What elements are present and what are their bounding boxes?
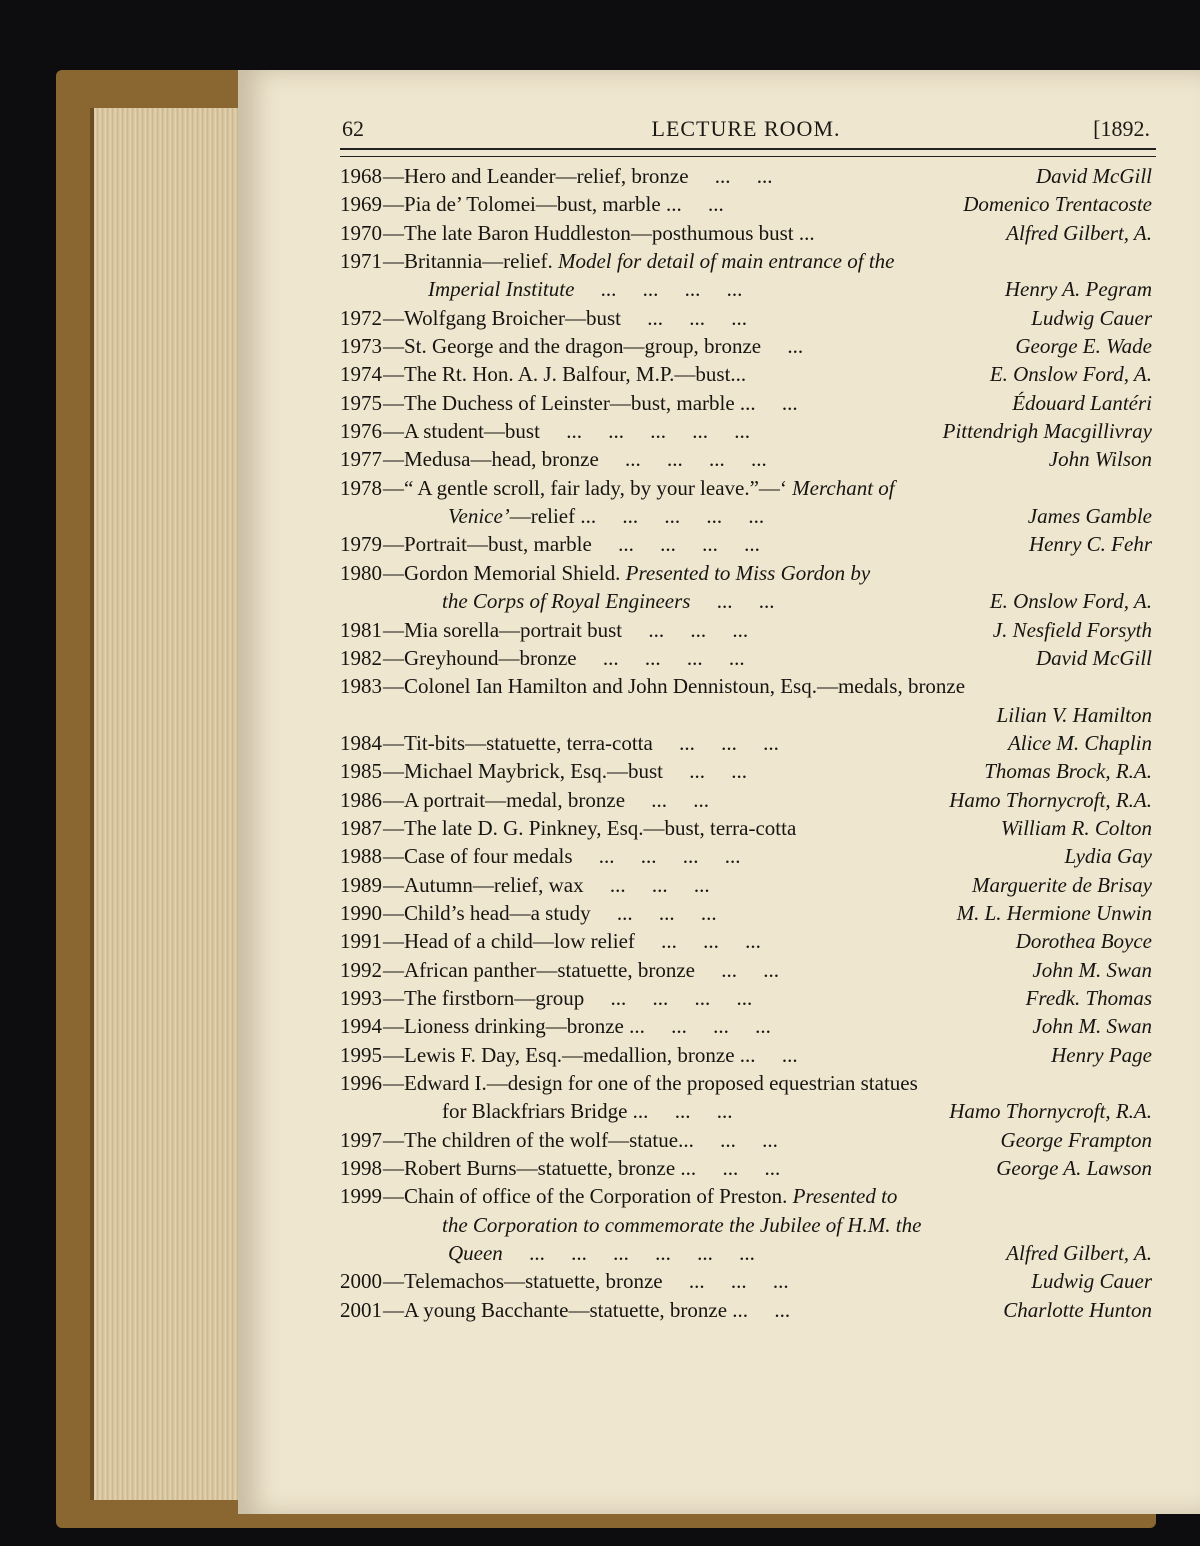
catalogue-line: [340, 814, 1152, 842]
catalogue-line: [340, 1012, 1152, 1040]
artist-name: Alfred Gilbert, A.: [1006, 1241, 1152, 1266]
entry-title: —Lewis F. Day, Esq.—medallion, bronze ...: [383, 1042, 756, 1067]
entry-number: 1971: [340, 249, 382, 274]
entry-description: [340, 814, 796, 842]
entry-title: —Medusa—head, bronze: [383, 447, 599, 472]
artist-name: David McGill: [1035, 645, 1152, 670]
entry-title: —Colonel Ian Hamilton and John Dennistoun, Esq.—medals, bronze: [383, 674, 966, 699]
leader-dots: ...: [748, 1297, 791, 1322]
entry-description: [442, 1211, 921, 1239]
entry-italic-text: Venice’: [448, 504, 510, 529]
catalogue-line: [340, 1239, 1152, 1267]
catalogue-line: [340, 502, 1152, 530]
catalogue-line: [340, 530, 1152, 558]
artist-name: J. Nesfield Forsyth: [992, 617, 1152, 642]
catalogue-line: [340, 389, 1152, 417]
catalogue-line: [340, 360, 1152, 388]
catalogue-line: [340, 1069, 1152, 1097]
page-year: [1892.: [1093, 116, 1150, 141]
leader-dots: ... ...: [625, 787, 710, 812]
entry-title: —Gordon Memorial Shield.: [383, 560, 621, 585]
catalogue-line: [340, 417, 1152, 445]
entry-description: [340, 304, 747, 332]
artist-name: Édouard Lantéri: [1012, 390, 1152, 415]
artist-name: George E. Wade: [1015, 334, 1152, 359]
entry-description: [340, 1154, 780, 1182]
artist-name: M. L. Hermione Unwin: [956, 900, 1152, 925]
leader-dots: ... ... ... ...: [591, 532, 760, 557]
artist-name: Pittendrigh Macgillivray: [942, 419, 1152, 444]
leader-dots: ... ...: [662, 759, 747, 784]
entry-description: [340, 1069, 918, 1097]
artist-name: Alfred Gilbert, A.: [1006, 220, 1152, 245]
entry-number: 1984: [340, 730, 382, 755]
catalogue-line: [340, 1154, 1152, 1182]
entry-description: [340, 871, 710, 899]
entry-title: —Michael Maybrick, Esq.—bust: [383, 759, 663, 784]
entry-number: 1974: [340, 362, 382, 387]
leader-dots: ... ... ...: [644, 1014, 771, 1039]
leader-dots: ... ... ... ...: [584, 985, 753, 1010]
artist-name: Fredk. Thomas: [1025, 985, 1152, 1010]
catalogue-line: [340, 332, 1152, 360]
entry-number: 1998: [340, 1156, 382, 1181]
entry-number: 1972: [340, 305, 382, 330]
catalogue-line: [340, 1296, 1152, 1324]
leader-dots: ... ... ... ...: [598, 447, 767, 472]
catalogue-line: [340, 162, 1152, 190]
artist-name: Thomas Brock, R.A.: [984, 759, 1152, 784]
entry-number: 1999: [340, 1184, 382, 1209]
entry-description: [340, 842, 741, 870]
entry-description: [340, 616, 748, 644]
entry-description: [340, 786, 709, 814]
artist-name: Charlotte Hunton: [1003, 1297, 1152, 1322]
entry-italic-text: Presented to: [787, 1184, 898, 1209]
artist-name: John M. Swan: [1032, 957, 1152, 982]
artist-name: George A. Lawson: [996, 1156, 1152, 1181]
entry-number: 1970: [340, 220, 382, 245]
entry-title: —Greyhound—bronze: [383, 645, 577, 670]
entry-number: 1981: [340, 617, 382, 642]
entry-title-cont: —relief ...: [509, 504, 597, 529]
entry-description: [340, 1182, 897, 1210]
catalogue-line: [340, 616, 1152, 644]
leader-dots: ... ... ... ...: [576, 645, 745, 670]
entry-title: —Tit-bits—statuette, terra-cotta: [383, 730, 653, 755]
entry-description: [340, 1267, 789, 1295]
artist-name: Domenico Trentacoste: [963, 192, 1152, 217]
entry-description: [340, 247, 894, 275]
entry-number: 2001: [340, 1297, 382, 1322]
entry-description: [448, 1239, 755, 1267]
artist-name: Ludwig Cauer: [1031, 305, 1152, 330]
entry-number: 1988: [340, 844, 382, 869]
entry-italic-text: Presented to Miss Gordon by: [620, 560, 871, 585]
entry-italic-text: Merchant of: [786, 475, 895, 500]
entry-description: [442, 587, 774, 615]
entry-title: —Pia de’ Tolomei—bust, marble ...: [383, 192, 682, 217]
entry-description: [340, 445, 767, 473]
catalogue-line: [340, 445, 1152, 473]
entry-description: [340, 190, 724, 218]
catalogue-line: [340, 956, 1152, 984]
catalogue-line: [340, 842, 1152, 870]
entry-title: —Chain of office of the Corporation of Preston.: [383, 1184, 788, 1209]
catalogue-line: [340, 899, 1152, 927]
entry-number: 1978: [340, 475, 382, 500]
entry-number: 1991: [340, 929, 382, 954]
leader-dots: ... ... ... ...: [574, 277, 743, 302]
artist-name: Henry Page: [1051, 1042, 1152, 1067]
entry-number: 1989: [340, 872, 382, 897]
leader-dots: ... ... ...: [622, 617, 749, 642]
entry-title: —Telemachos—statuette, bronze: [383, 1269, 663, 1294]
catalogue-line: [340, 927, 1152, 955]
entry-title: —The Rt. Hon. A. J. Balfour, M.P.—bust...: [383, 362, 747, 387]
entry-number: 1987: [340, 815, 382, 840]
catalogue-line: [340, 275, 1152, 303]
entry-description: [442, 1097, 732, 1125]
entry-description: [340, 530, 760, 558]
artist-name: Henry A. Pegram: [1004, 277, 1152, 302]
entry-number: 2000: [340, 1269, 382, 1294]
entry-description: [340, 644, 745, 672]
leader-dots: ... ...: [694, 957, 779, 982]
entry-description: [340, 474, 895, 502]
artist-name: John Wilson: [1048, 447, 1152, 472]
catalogue-line: [340, 1126, 1152, 1154]
catalogue-line: [340, 1182, 1152, 1210]
artist-name: David McGill: [1035, 164, 1152, 188]
catalogue-line: [340, 559, 1152, 587]
entry-description: [340, 389, 798, 417]
leader-dots: ... ... ... ...: [596, 504, 765, 529]
leader-dots: ... ...: [696, 1156, 781, 1181]
leader-dots: ... ...: [693, 1127, 778, 1152]
entry-description: [340, 984, 752, 1012]
entry-number: 1977: [340, 447, 382, 472]
entry-number: 1968: [340, 164, 382, 188]
entry-title: —The late Baron Huddleston—posthumous bust ...: [383, 220, 815, 245]
entry-title: —Portrait—bust, marble: [383, 532, 592, 557]
entry-description: [428, 275, 742, 303]
catalogue-list: [340, 162, 1152, 1324]
entry-italic-text: Model for detail of main entrance of the: [552, 249, 895, 274]
entry-number: 1996: [340, 1071, 382, 1095]
entry-description: [448, 502, 764, 530]
leader-dots: ... ... ...: [634, 929, 761, 954]
leader-dots: ... ...: [648, 1099, 733, 1124]
catalogue-line: [340, 644, 1152, 672]
artist-name: James Gamble: [1027, 504, 1152, 529]
entry-title: —Head of a child—low relief: [383, 929, 635, 954]
catalogue-line: [340, 701, 1152, 729]
entry-title: —St. George and the dragon—group, bronze: [383, 334, 762, 359]
leader-dots: ... ... ...: [590, 900, 717, 925]
page-edges: [90, 108, 262, 1500]
artist-name: E. Onslow Ford, A.: [989, 589, 1152, 614]
entry-number: 1969: [340, 192, 382, 217]
catalogue-line: [340, 247, 1152, 275]
catalogue-line: [340, 984, 1152, 1012]
entry-title: —Edward I.—design for one of the proposed equestrian statues: [383, 1071, 918, 1095]
catalogue-line: [340, 1097, 1152, 1125]
entry-title: —Case of four medals: [383, 844, 573, 869]
artist-name: Ludwig Cauer: [1031, 1269, 1152, 1294]
artist-name: Hamo Thornycroft, R.A.: [949, 787, 1152, 812]
leader-dots: ...: [681, 192, 724, 217]
entry-description: [340, 927, 761, 955]
entry-number: 1985: [340, 759, 382, 784]
leader-dots: ... ...: [688, 164, 773, 188]
catalogue-line: [340, 219, 1152, 247]
entry-italic-text: the Corporation to commemorate the Jubilee of H.M. the: [442, 1212, 922, 1237]
entry-title: —The children of the wolf—statue...: [383, 1127, 694, 1152]
catalogue-line: [340, 1041, 1152, 1069]
catalogue-line: [340, 587, 1152, 615]
artist-name: William R. Colton: [1000, 815, 1152, 840]
leader-dots: ... ... ...: [621, 305, 748, 330]
catalogue-line: [340, 190, 1152, 218]
entry-title: —Hero and Leander—relief, bronze: [383, 164, 689, 188]
entry-description: [340, 1012, 771, 1040]
entry-title: —Britannia—relief.: [383, 249, 553, 274]
artist-name: E. Onslow Ford, A.: [989, 362, 1152, 387]
entry-description: [340, 360, 746, 388]
entry-number: 1993: [340, 985, 382, 1010]
entry-description: [340, 757, 747, 785]
entry-italic-text: Imperial Institute: [428, 277, 575, 302]
entry-title: —Lioness drinking—bronze ...: [383, 1014, 645, 1039]
catalogue-line: [340, 1211, 1152, 1239]
entry-title: for Blackfriars Bridge ...: [442, 1099, 649, 1124]
entry-number: 1990: [340, 900, 382, 925]
leader-dots: ... ... ... ... ... ...: [502, 1241, 755, 1266]
entry-title: —A young Bacchante—statuette, bronze ...: [383, 1297, 749, 1322]
leader-dots: ...: [761, 334, 804, 359]
entry-description: [340, 729, 779, 757]
entry-number: 1986: [340, 787, 382, 812]
entry-number: 1994: [340, 1014, 382, 1039]
artist-name: John M. Swan: [1032, 1014, 1152, 1039]
entry-description: [340, 1126, 778, 1154]
catalogue-line: [340, 304, 1152, 332]
leader-dots: ... ... ...: [662, 1269, 789, 1294]
catalogue-line: [340, 1267, 1152, 1295]
entry-number: 1976: [340, 419, 382, 444]
entry-title: —The late D. G. Pinkney, Esq.—bust, terra-cotta: [383, 815, 797, 840]
catalogue-line: [340, 672, 1152, 700]
entry-italic-text: the Corps of Royal Engineers: [442, 589, 691, 614]
entry-title: —The firstborn—group: [383, 985, 585, 1010]
catalogue-line: [340, 474, 1152, 502]
entry-description: [340, 1041, 798, 1069]
page-header: [342, 112, 1150, 146]
leader-dots: ... ... ...: [583, 872, 710, 897]
entry-number: 1983: [340, 674, 382, 699]
entry-description: [340, 672, 965, 700]
entry-description: [340, 219, 815, 247]
artist-name: George Frampton: [1000, 1127, 1152, 1152]
artist-name: Lydia Gay: [1064, 844, 1152, 869]
entry-number: 1973: [340, 334, 382, 359]
entry-number: 1997: [340, 1127, 382, 1152]
entry-title: —Wolfgang Broicher—bust: [383, 305, 622, 330]
entry-number: 1980: [340, 560, 382, 585]
entry-description: [340, 332, 803, 360]
page-number: 62: [342, 116, 364, 141]
entry-description: [340, 559, 870, 587]
artist-name: Alice M. Chaplin: [1007, 730, 1152, 755]
leader-dots: ...: [755, 390, 798, 415]
entry-title: —Autumn—relief, wax: [383, 872, 584, 897]
artist-name: Dorothea Boyce: [1015, 929, 1152, 954]
entry-description: [340, 899, 717, 927]
leader-dots: ... ... ... ...: [572, 844, 741, 869]
entry-title: —African panther—statuette, bronze: [383, 957, 695, 982]
entry-description: [340, 162, 773, 190]
catalogue-line: [340, 786, 1152, 814]
entry-title: —A student—bust: [383, 419, 540, 444]
entry-description: [340, 956, 779, 984]
entry-description: [340, 1296, 790, 1324]
entry-number: 1982: [340, 645, 382, 670]
entry-number: 1992: [340, 957, 382, 982]
leader-dots: ... ...: [690, 589, 775, 614]
entry-title: —The Duchess of Leinster—bust, marble ...: [383, 390, 756, 415]
leader-dots: ... ... ...: [652, 730, 779, 755]
entry-title: —A portrait—medal, bronze: [383, 787, 626, 812]
artist-name: Lilian V. Hamilton: [996, 702, 1152, 727]
entry-title: —“ A gentle scroll, fair lady, by your leave.”—‘: [383, 475, 787, 500]
entry-italic-text: Queen: [448, 1241, 503, 1266]
page-title: LECTURE ROOM.: [651, 116, 841, 141]
entry-title: —Robert Burns—statuette, bronze ...: [383, 1156, 697, 1181]
entry-number: 1995: [340, 1042, 382, 1067]
artist-name: Henry C. Fehr: [1028, 532, 1152, 557]
artist-name: Hamo Thornycroft, R.A.: [949, 1099, 1152, 1124]
entry-number: 1975: [340, 390, 382, 415]
catalogue-line: [340, 757, 1152, 785]
catalogue-line: [340, 729, 1152, 757]
leader-dots: ... ... ... ... ...: [539, 419, 750, 444]
header-rule: [340, 148, 1156, 157]
artist-name: Marguerite de Brisay: [971, 872, 1152, 897]
entry-title: —Mia sorella—portrait bust: [383, 617, 623, 642]
entry-number: 1979: [340, 532, 382, 557]
entry-description: [340, 417, 750, 445]
leader-dots: ...: [755, 1042, 798, 1067]
catalogue-line: [340, 871, 1152, 899]
entry-title: —Child’s head—a study: [383, 900, 591, 925]
